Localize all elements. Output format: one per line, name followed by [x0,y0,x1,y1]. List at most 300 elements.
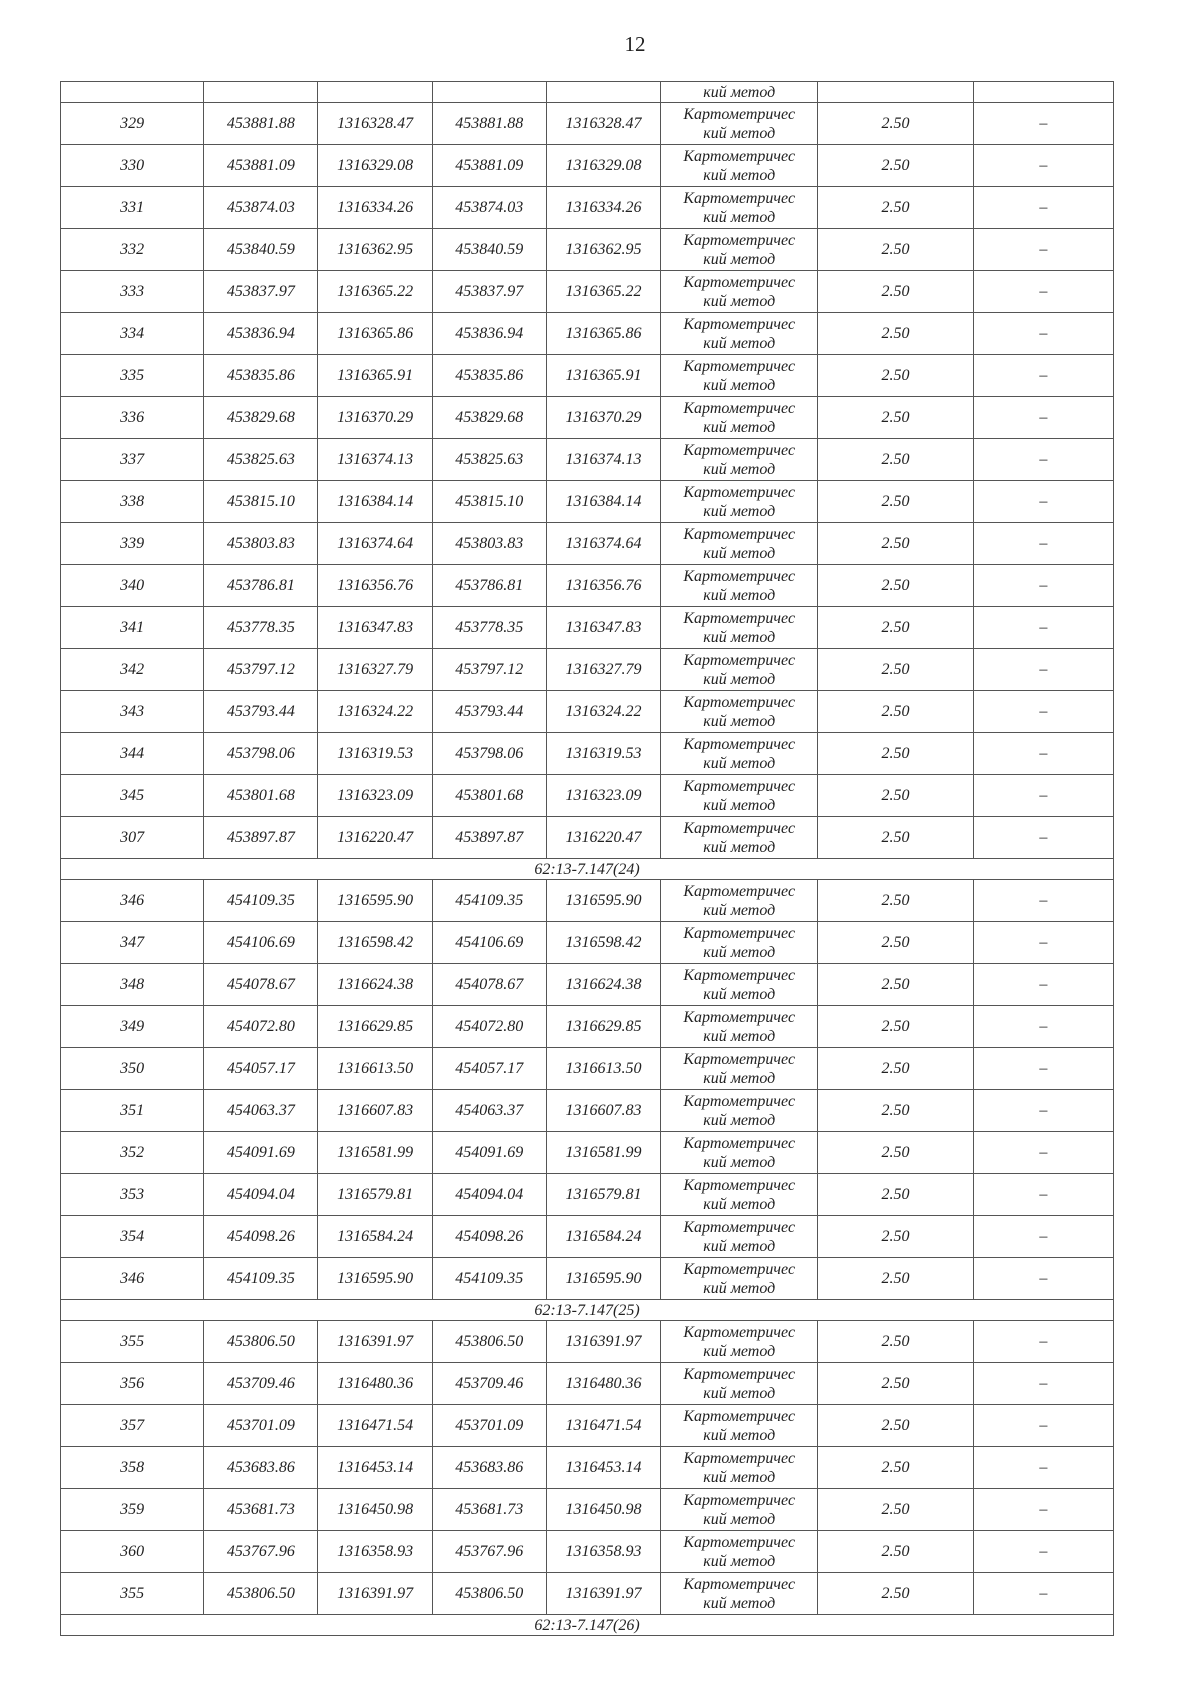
cell-x-existing: 454109.35 [204,1258,318,1300]
cell-accuracy: 2.50 [818,397,973,439]
cell-x-existing: 454072.80 [204,1006,318,1048]
cell-note: – [973,1447,1113,1489]
table-row [61,1258,1114,1300]
cell-accuracy: 2.50 [818,733,973,775]
method-line-2: кий метод [703,544,776,562]
method-line-2: кий метод [703,418,776,436]
cell-method [661,313,818,355]
cell-y-new: 1316327.79 [546,649,660,691]
cell-y-existing: 1316391.97 [318,1573,432,1615]
method-line-1: Картометричес [683,273,796,291]
cell-y-new: 1316607.83 [546,1090,660,1132]
cell-method [661,1090,818,1132]
cell-accuracy: 2.50 [818,103,973,145]
cell-note: – [973,1090,1113,1132]
cell-accuracy: 2.50 [818,775,973,817]
cell-x-existing: 453806.50 [204,1573,318,1615]
cell-empty [818,82,973,103]
table-row [61,565,1114,607]
cell-method [661,565,818,607]
method-line-1: Картометричес [683,882,796,900]
cell-y-existing: 1316362.95 [318,229,432,271]
cell-y-new: 1316358.93 [546,1531,660,1573]
table-row [61,691,1114,733]
method-line-1: Картометричес [683,1323,796,1341]
cell-point-number: 336 [61,397,204,439]
cell-accuracy: 2.50 [818,271,973,313]
section-label: 62:13-7.147(24) [61,859,1114,880]
cell-x-new: 453806.50 [432,1573,546,1615]
method-line-2: кий метод [703,124,776,142]
method-line-1: Картометричес [683,1491,796,1509]
cell-x-new: 453798.06 [432,733,546,775]
cell-point-number: 334 [61,313,204,355]
method-line-1: Картометричес [683,966,796,984]
cell-y-existing: 1316319.53 [318,733,432,775]
cell-x-new: 453840.59 [432,229,546,271]
cell-accuracy: 2.50 [818,229,973,271]
cell-note: – [973,1321,1113,1363]
method-line-1: Картометричес [683,231,796,249]
cell-accuracy: 2.50 [818,1006,973,1048]
cell-method [661,229,818,271]
cell-point-number: 338 [61,481,204,523]
table-row [61,733,1114,775]
cell-x-new: 454106.69 [432,922,546,964]
cell-method [661,523,818,565]
cell-y-new: 1316584.24 [546,1216,660,1258]
cell-y-existing: 1316323.09 [318,775,432,817]
table-row [61,922,1114,964]
cell-x-existing: 453803.83 [204,523,318,565]
cell-y-existing: 1316347.83 [318,607,432,649]
cell-x-new: 454057.17 [432,1048,546,1090]
cell-y-existing: 1316581.99 [318,1132,432,1174]
cell-x-existing: 453836.94 [204,313,318,355]
table-row [61,1447,1114,1489]
cell-accuracy: 2.50 [818,1489,973,1531]
method-line-1: Картометричес [683,189,796,207]
table-row [61,1174,1114,1216]
cell-accuracy: 2.50 [818,1321,973,1363]
cell-x-new: 453803.83 [432,523,546,565]
cell-accuracy: 2.50 [818,481,973,523]
cell-note: – [973,397,1113,439]
cell-y-existing: 1316471.54 [318,1405,432,1447]
cell-empty [546,82,660,103]
cell-accuracy: 2.50 [818,880,973,922]
cell-point-number: 359 [61,1489,204,1531]
method-line-1: Картометричес [683,1050,796,1068]
cell-note: – [973,1132,1113,1174]
cell-point-number: 350 [61,1048,204,1090]
table-row [61,187,1114,229]
cell-x-existing: 453825.63 [204,439,318,481]
cell-point-number: 352 [61,1132,204,1174]
cell-note: – [973,964,1113,1006]
method-line-1: Картометричес [683,1260,796,1278]
cell-note: – [973,733,1113,775]
cell-note: – [973,103,1113,145]
cell-note: – [973,271,1113,313]
cell-x-new: 453709.46 [432,1363,546,1405]
method-line-1: Картометричес [683,105,796,123]
method-line-1: Картометричес [683,1407,796,1425]
cell-y-existing: 1316624.38 [318,964,432,1006]
cell-note: – [973,880,1113,922]
method-line-2: кий метод [703,1510,776,1528]
cell-note: – [973,523,1113,565]
cell-point-number: 339 [61,523,204,565]
cell-point-number: 307 [61,817,204,859]
cell-x-existing: 453837.97 [204,271,318,313]
cell-y-new: 1316334.26 [546,187,660,229]
cell-point-number: 329 [61,103,204,145]
cell-method [661,1174,818,1216]
cell-point-number: 342 [61,649,204,691]
cell-x-existing: 453701.09 [204,1405,318,1447]
table-row [61,103,1114,145]
cell-point-number: 354 [61,1216,204,1258]
table-row [61,1405,1114,1447]
cell-accuracy: 2.50 [818,1048,973,1090]
cell-method [661,649,818,691]
cell-method [661,1006,818,1048]
method-line-1: Картометричес [683,1008,796,1026]
cell-x-new: 453881.09 [432,145,546,187]
method-line-1: Картометричес [683,399,796,417]
cell-y-new: 1316384.14 [546,481,660,523]
section-label: 62:13-7.147(26) [61,1615,1114,1636]
cell-x-new: 453767.96 [432,1531,546,1573]
cell-x-existing: 453797.12 [204,649,318,691]
cell-empty [432,82,546,103]
cell-point-number: 356 [61,1363,204,1405]
cell-point-number: 344 [61,733,204,775]
table-row [61,145,1114,187]
method-line-2: кий метод [703,670,776,688]
cell-accuracy: 2.50 [818,439,973,481]
cell-x-new: 453897.87 [432,817,546,859]
method-line-2: кий метод [703,1111,776,1129]
cell-x-new: 453825.63 [432,439,546,481]
cell-y-existing: 1316365.22 [318,271,432,313]
cell-method [661,481,818,523]
cell-note: – [973,922,1113,964]
cell-y-new: 1316581.99 [546,1132,660,1174]
cell-point-number: 351 [61,1090,204,1132]
method-line-1: Картометричес [683,483,796,501]
cell-y-new: 1316453.14 [546,1447,660,1489]
table-row [61,523,1114,565]
cell-note: – [973,355,1113,397]
cell-x-new: 454072.80 [432,1006,546,1048]
cell-y-existing: 1316334.26 [318,187,432,229]
method-line-1: Картометричес [683,315,796,333]
method-line-2: кий метод [703,292,776,310]
method-line-1: Картометричес [683,1449,796,1467]
cell-accuracy: 2.50 [818,187,973,229]
cell-x-new: 453835.86 [432,355,546,397]
cell-accuracy: 2.50 [818,355,973,397]
cell-method [661,775,818,817]
table-row [61,775,1114,817]
method-line-1: Картометричес [683,924,796,942]
cell-method [661,880,818,922]
table-row [61,1048,1114,1090]
cell-point-number: 332 [61,229,204,271]
cell-note: – [973,1216,1113,1258]
cell-point-number: 348 [61,964,204,1006]
cell-note: – [973,649,1113,691]
table-row [61,1573,1114,1615]
method-line-1: Картометричес [683,1533,796,1551]
cell-point-number: 355 [61,1573,204,1615]
cell-method [661,397,818,439]
cell-method [661,607,818,649]
table-row [61,355,1114,397]
cell-x-new: 454091.69 [432,1132,546,1174]
cell-y-existing: 1316324.22 [318,691,432,733]
continuation-row [61,82,1114,103]
method-line-2: кий метод [703,985,776,1003]
cell-y-new: 1316220.47 [546,817,660,859]
cell-method [661,733,818,775]
cell-note: – [973,313,1113,355]
cell-y-new: 1316480.36 [546,1363,660,1405]
section-header-row [61,1300,1114,1321]
cell-y-existing: 1316365.91 [318,355,432,397]
cell-method [661,1363,818,1405]
method-line-2: кий метод [703,1468,776,1486]
method-line-1: Картометричес [683,693,796,711]
cell-point-number: 340 [61,565,204,607]
method-line-2: кий метод [703,208,776,226]
cell-accuracy: 2.50 [818,922,973,964]
cell-method [661,439,818,481]
table-row [61,1090,1114,1132]
cell-accuracy: 2.50 [818,565,973,607]
cell-point-number: 333 [61,271,204,313]
cell-empty [61,82,204,103]
method-line-1: Картометричес [683,1218,796,1236]
method-line-1: Картометричес [683,1575,796,1593]
method-line-2: кий метод [703,586,776,604]
cell-note: – [973,1174,1113,1216]
table-row [61,649,1114,691]
method-line-2: кий метод [703,754,776,772]
cell-y-existing: 1316595.90 [318,1258,432,1300]
table-row [61,817,1114,859]
method-line-2: кий метод [703,901,776,919]
cell-x-new: 454109.35 [432,1258,546,1300]
cell-x-new: 454094.04 [432,1174,546,1216]
cell-y-existing: 1316613.50 [318,1048,432,1090]
cell-y-new: 1316362.95 [546,229,660,271]
cell-method [661,922,818,964]
cell-x-existing: 453801.68 [204,775,318,817]
cell-point-number: 331 [61,187,204,229]
cell-note: – [973,691,1113,733]
table-row [61,481,1114,523]
cell-accuracy: 2.50 [818,649,973,691]
cell-y-existing: 1316598.42 [318,922,432,964]
cell-note: – [973,229,1113,271]
cell-y-existing: 1316327.79 [318,649,432,691]
cell-method [661,1489,818,1531]
cell-y-existing: 1316584.24 [318,1216,432,1258]
cell-accuracy: 2.50 [818,1174,973,1216]
table-row [61,1531,1114,1573]
method-line-2: кий метод [703,712,776,730]
method-line-2: кий метод [703,334,776,352]
method-line-1: Картометричес [683,609,796,627]
cell-y-existing: 1316329.08 [318,145,432,187]
method-line-1: Картометричес [683,1134,796,1152]
cell-method [661,1405,818,1447]
cell-y-existing: 1316579.81 [318,1174,432,1216]
cell-note: – [973,1531,1113,1573]
table-row [61,397,1114,439]
cell-note: – [973,187,1113,229]
cell-y-new: 1316374.13 [546,439,660,481]
cell-x-new: 453797.12 [432,649,546,691]
cell-note: – [973,607,1113,649]
cell-x-new: 453681.73 [432,1489,546,1531]
table-row [61,607,1114,649]
cell-accuracy: 2.50 [818,1447,973,1489]
table-row [61,229,1114,271]
table-row [61,1489,1114,1531]
cell-x-existing: 454094.04 [204,1174,318,1216]
cell-empty [204,82,318,103]
cell-accuracy: 2.50 [818,964,973,1006]
method-line-2: кий метод [703,1552,776,1570]
cell-y-new: 1316374.64 [546,523,660,565]
cell-empty [318,82,432,103]
cell-y-existing: 1316374.13 [318,439,432,481]
cell-point-number: 353 [61,1174,204,1216]
method-line-2: кий метод [703,1426,776,1444]
cell-x-existing: 453815.10 [204,481,318,523]
cell-point-number: 330 [61,145,204,187]
method-line-1: Картометричес [683,819,796,837]
cell-x-new: 453874.03 [432,187,546,229]
cell-note: – [973,775,1113,817]
cell-x-existing: 453835.86 [204,355,318,397]
cell-accuracy: 2.50 [818,1258,973,1300]
cell-point-number: 346 [61,880,204,922]
cell-x-existing: 453778.35 [204,607,318,649]
cell-x-new: 453829.68 [432,397,546,439]
cell-x-existing: 453806.50 [204,1321,318,1363]
page-number: 12 [624,32,646,56]
cell-method [661,1258,818,1300]
cell-accuracy: 2.50 [818,523,973,565]
cell-y-new: 1316629.85 [546,1006,660,1048]
cell-point-number: 349 [61,1006,204,1048]
cell-y-existing: 1316450.98 [318,1489,432,1531]
cell-accuracy: 2.50 [818,691,973,733]
cell-y-new: 1316323.09 [546,775,660,817]
cell-y-new: 1316324.22 [546,691,660,733]
cell-x-existing: 454109.35 [204,880,318,922]
cell-x-existing: 453798.06 [204,733,318,775]
coordinates-table [60,81,1114,1636]
method-line-2: кий метод [703,250,776,268]
cell-point-number: 341 [61,607,204,649]
cell-y-new: 1316328.47 [546,103,660,145]
table-body [61,82,1114,1636]
method-line-1: Картометричес [683,441,796,459]
cell-x-new: 454063.37 [432,1090,546,1132]
cell-x-existing: 453897.87 [204,817,318,859]
cell-point-number: 355 [61,1321,204,1363]
cell-x-new: 453837.97 [432,271,546,313]
cell-note: – [973,817,1113,859]
method-line-2: кий метод [703,628,776,646]
method-line-2: кий метод [703,943,776,961]
table-row [61,439,1114,481]
cell-accuracy: 2.50 [818,1363,973,1405]
cell-x-existing: 453881.88 [204,103,318,145]
table-row [61,1006,1114,1048]
cell-note: – [973,481,1113,523]
cell-note: – [973,1048,1113,1090]
cell-method [661,817,818,859]
cell-y-new: 1316598.42 [546,922,660,964]
cell-note: – [973,1363,1113,1405]
cell-x-existing: 454063.37 [204,1090,318,1132]
table-row [61,1363,1114,1405]
cell-note: – [973,439,1113,481]
method-line-1: Картометричес [683,1092,796,1110]
table-row [61,1321,1114,1363]
cell-x-existing: 453829.68 [204,397,318,439]
cell-point-number: 337 [61,439,204,481]
cell-y-existing: 1316595.90 [318,880,432,922]
method-line-2: кий метод [703,796,776,814]
method-line-2: кий метод [703,460,776,478]
cell-x-new: 453801.68 [432,775,546,817]
cell-note: – [973,1405,1113,1447]
cell-accuracy: 2.50 [818,1573,973,1615]
cell-point-number: 347 [61,922,204,964]
cell-method [661,1132,818,1174]
cell-y-new: 1316450.98 [546,1489,660,1531]
cell-accuracy: 2.50 [818,817,973,859]
method-line-2: кий метод [703,1342,776,1360]
cell-y-existing: 1316365.86 [318,313,432,355]
cell-note: – [973,145,1113,187]
cell-note: – [973,1573,1113,1615]
method-line-1: Картометричес [683,735,796,753]
cell-x-new: 453815.10 [432,481,546,523]
method-line-1: Картометричес [683,147,796,165]
cell-y-existing: 1316384.14 [318,481,432,523]
table-row [61,313,1114,355]
cell-x-existing: 453767.96 [204,1531,318,1573]
cell-method [661,1531,818,1573]
cell-y-new: 1316319.53 [546,733,660,775]
cell-x-existing: 454078.67 [204,964,318,1006]
cell-x-new: 454098.26 [432,1216,546,1258]
method-line-2: кий метод [703,1237,776,1255]
cell-y-new: 1316347.83 [546,607,660,649]
cell-x-new: 453793.44 [432,691,546,733]
cell-method [661,271,818,313]
section-label: 62:13-7.147(25) [61,1300,1114,1321]
